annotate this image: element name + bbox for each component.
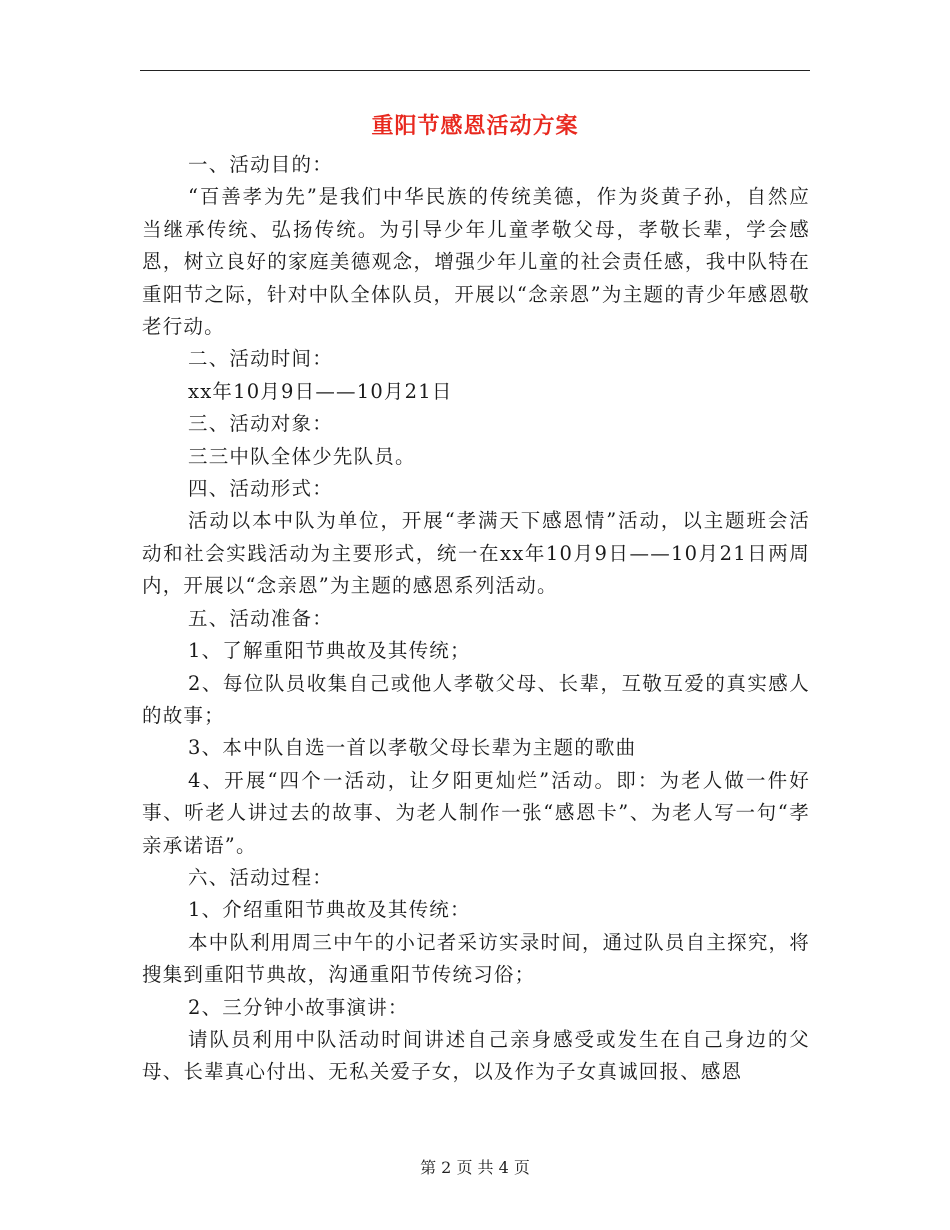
list-item: 2、每位队员收集自己或他人孝敬父母、长辈，互敬互爱的真实感人的故事； [142, 671, 810, 727]
paragraph: “百善孝为先”是我们中华民族的传统美德，作为炎黄子孙，自然应当继承传统、弘扬传统。为引导少年儿童孝敬父母，孝敬长辈，学会感恩，树立良好的家庭美德观念，增强少年儿童的社会责任感，我中队特在重阳节之际，针对中队全体队员，开展以“念亲恩”为主题的青少年感恩敬老行动。 [142, 185, 810, 339]
document-body [142, 149, 810, 1089]
paragraph: 本中队利用周三中午的小记者采访实录时间，通过队员自主探究，将搜集到重阳节典故，沟通重阳节传统习俗； [142, 930, 810, 987]
section-heading: 四、活动形式： [188, 477, 333, 501]
section-heading: 三、活动对象： [188, 412, 333, 436]
list-item: 3、本中队自选一首以孝敬父母长辈为主题的歌曲 [188, 736, 637, 760]
list-item: 1、了解重阳节典故及其传统； [188, 639, 471, 663]
section-heading: 二、活动时间： [188, 347, 333, 371]
section-heading: 一、活动目的： [188, 153, 333, 176]
paragraph: xx年10月9日——10月21日 [188, 379, 453, 403]
list-item: 1、介绍重阳节典故及其传统： [188, 898, 471, 922]
page-footer: 第 2 页 共 4 页 [420, 1158, 530, 1177]
document-title: 重阳节感恩活动方案 [371, 113, 579, 139]
header-rule [140, 70, 810, 71]
paragraph: 请队员利用中队活动时间讲述自己亲身感受或发生在自己身边的父母、长辈真心付出、无私关爱子女，以及作为子女真诚回报、感恩 [142, 1027, 810, 1084]
paragraph: 三三中队全体少先队员。 [188, 444, 416, 468]
section-heading: 六、活动过程： [188, 865, 333, 889]
paragraph: 活动以本中队为单位，开展“孝满天下感恩情”活动，以主题班会活动和社会实践活动为主要形式，统一在xx年10月9日——10月21日两周内，开展以“念亲恩”为主题的感恩系列活动。 [142, 509, 810, 598]
section-heading: 五、活动准备： [188, 606, 333, 630]
list-item: 4、开展“四个一活动，让夕阳更灿烂”活动。即：为老人做一件好事、听老人讲过去的故事、为老人制作一张“感恩卡”、为老人写一句“孝亲承诺语”。 [142, 768, 810, 857]
list-item: 2、三分钟小故事演讲： [188, 995, 409, 1019]
